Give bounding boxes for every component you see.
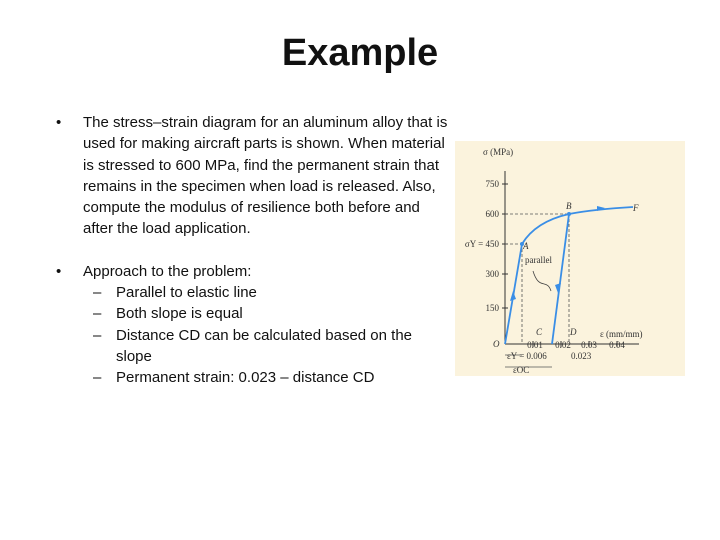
sub-item-text: Both slope is equal <box>116 305 243 323</box>
y-tick-label: 750 <box>485 179 499 189</box>
y-tick-label: 150 <box>485 303 499 313</box>
bullet-text: The stress–strain diagram for an aluminum alloy that is used for making aircraft parts is shown. When material is stressed to 600 MPa, find the permanent strain that remains in the specimen when load is released. Also, compute the modulus of resilience both before and after the load application. <box>83 114 448 238</box>
point-f-label: F <box>633 203 639 213</box>
y-tick-label: σY = 450 <box>464 239 499 249</box>
bullet-approach <box>50 261 450 389</box>
dash-marker: – <box>93 305 102 323</box>
x-tick-label: 0.02 <box>555 340 571 350</box>
d-value-label: 0.023 <box>571 351 592 361</box>
dash-marker: – <box>93 284 102 302</box>
dash-marker: – <box>93 326 102 344</box>
origin-label: O <box>493 339 500 349</box>
stress-strain-diagram <box>455 141 685 376</box>
dash-marker: – <box>93 369 102 387</box>
x-axis-label: ε (mm/mm) <box>600 329 643 339</box>
point-d-label: D <box>570 327 577 337</box>
bullet-marker: • <box>56 114 62 131</box>
point-b-marker <box>567 212 571 216</box>
sub-item-text: Distance CD can be calculated based on the slope <box>116 326 413 365</box>
sub-item-text: Parallel to elastic line <box>116 284 257 302</box>
point-b-label: B <box>566 201 572 211</box>
point-c-label: C <box>536 327 543 337</box>
bullet-marker: • <box>56 262 62 280</box>
bullet-text: Approach to the problem: <box>83 262 252 280</box>
point-a-label: A <box>523 241 529 251</box>
y-tick-label: 300 <box>485 269 499 279</box>
x-tick-label: 0.03 <box>581 340 597 350</box>
sub-item-text: Permanent strain: 0.023 – distance CD <box>116 369 375 387</box>
y-tick-label: 600 <box>485 209 499 219</box>
parallel-label: parallel <box>525 255 552 265</box>
x-tick-label: 0.04 <box>609 340 625 350</box>
bullet-problem-statement <box>50 112 450 240</box>
eps-y-label: εY = 0.006 <box>507 351 547 361</box>
sub-item <box>83 325 450 368</box>
sub-item <box>83 282 450 303</box>
slide-title: Example <box>281 32 439 74</box>
sub-item <box>83 303 450 324</box>
stress-strain-figure <box>455 141 685 376</box>
y-axis-label: σ (MPa) <box>483 147 514 157</box>
eps-oc-label: εOC <box>513 365 530 375</box>
sub-item <box>83 367 450 388</box>
x-tick-label: 0.01 <box>527 340 543 350</box>
bullet-list <box>50 112 450 389</box>
